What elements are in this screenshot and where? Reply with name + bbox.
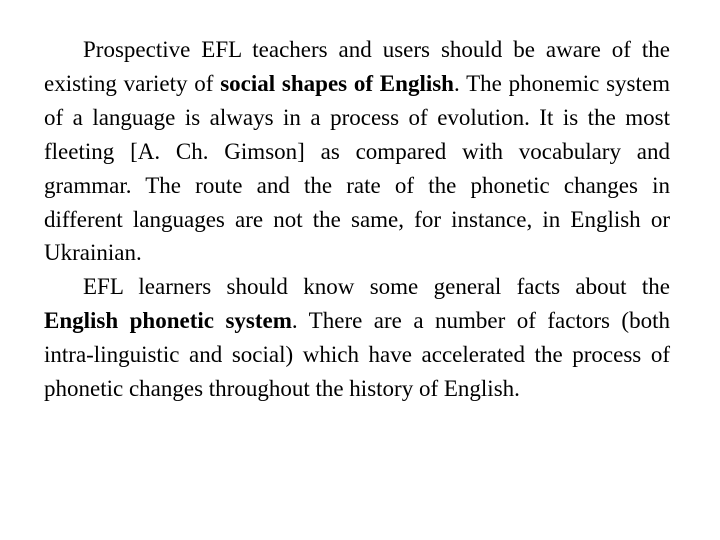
slide-text-body [44, 33, 670, 406]
paragraph-1-text-start: Prospective EFL teachers and users should be aware of the existing variety of [44, 37, 670, 96]
paragraph-2-text-end: . There are a number of factors (both intra-linguistic and social) which have accelerated the process of phonetic changes throughout the history of English. [44, 308, 670, 402]
paragraph-2-text-start: EFL learners should know some general facts about the [83, 274, 670, 300]
paragraph-social-shapes [44, 33, 670, 270]
paragraph-1-text-end: . The phonemic system of a language is always in a process of evolution. It is the most fleeting [A. Ch. Gimson] as compared with vocabulary and grammar. The route and the rate of the phonetic changes in different languages are not the same, for instance, in English or Ukrainian. [44, 70, 670, 266]
term-social-shapes-of-english: social shapes of English [220, 70, 454, 96]
term-english-phonetic-system: English phonetic system [44, 308, 292, 334]
paragraph-phonetic-system [44, 270, 670, 406]
